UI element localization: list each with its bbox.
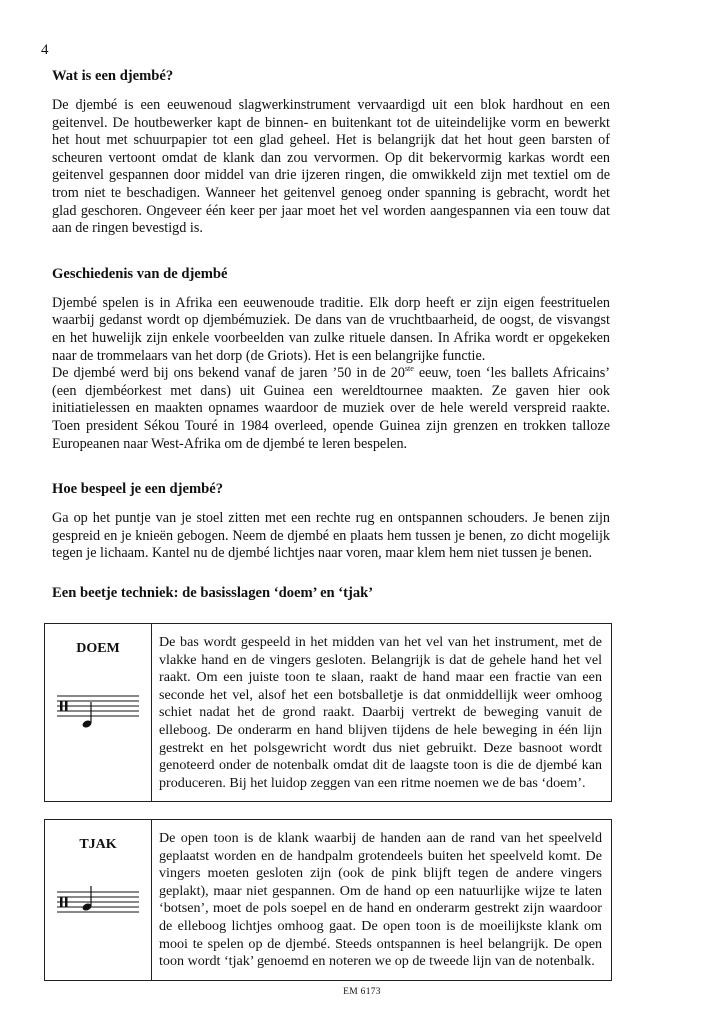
technique-box-tjak: [44, 819, 612, 981]
paragraph-geschiedenis-2: [52, 365, 610, 453]
notation-doem-icon: [57, 690, 139, 730]
technique-box-doem: [44, 623, 612, 802]
notation-tjak-icon: [57, 886, 139, 926]
technique-text-tjak: De open toon is de klank waarbij de handen aan de rand van het speelveld geplaatst worden en de handpalm grotendeels buiten het speelveld komt. De vingers moeten gesloten zijn (ook de pink blijft tegen de andere vingers geplakt), maar niet gespannen. Om de hand op een natuurlijke wijze te laten ‘botsen’, moet de pols soepel en de hand en onderarm gestrekt zijn waardoor de elleboog lichtjes omhoog gaat. De open toon is de moeilijkste klank om mooi te spelen op de djembé. Steeds ontspannen is heel belangrijk. De open toon wordt ‘tjak’ genoemd en noteren we op de tweede lijn van de notenbalk.: [159, 830, 602, 970]
page-number: 4: [41, 42, 49, 58]
superscript-ste: ste: [404, 364, 414, 374]
section-heading-hoe-bespeel: Hoe bespeel je een djembé?: [52, 481, 224, 498]
paragraph-geschiedenis-2-start: De djembé werd bij ons bekend vanaf de jaren ’50 in de 20: [52, 365, 405, 382]
section-heading-geschiedenis: Geschiedenis van de djembé: [52, 265, 228, 282]
paragraph-geschiedenis-1: Djembé spelen is in Afrika een eeuwenoude traditie. Elk dorp heeft er zijn eigen feestrituelen waarbij gedanst wordt op djembémuziek. De dans van de vruchtbaarheid, de oogst, de visvangst en het huwelijk zijn enkele voorbeelden van zulke rituele dansen. In Afrika wordt er opgekeken naar de trommelaars van het dorp (de Griots). Het is een belangrijke functie.: [52, 294, 610, 364]
paragraph-hoe-bespeel: Ga op het puntje van je stoel zitten met een rechte rug en ontspannen schouders. Je benen zijn gespreid en je knieën gebogen. Neem de djembé en plaats hem tussen je benen, zo dicht mogelijk tegen je lichaam. Kantel nu de djembé lichtjes naar voren, maar klem hem niet tussen je benen.: [52, 510, 610, 562]
paragraph-geschiedenis-2-end: eeuw, toen ‘les ballets Africains’ (een djembéorkest met dans) uit Guinea een wereldtournee maakten. Ze gaven hier ook initiatielessen en maakten opnames waardoor de muziek over de hele wereld verspreid raakte. Toen president Sékou Touré in 1984 overleed, opende Guinea zijn grenzen en trokken talloze Europeanen naar West-Afrika om de djembé te leren bespelen.: [52, 365, 610, 452]
section-heading-techniek: Een beetje techniek: de basisslagen ‘doem’ en ‘tjak’: [52, 584, 374, 601]
section-heading-wat-is: Wat is een djembé?: [52, 68, 174, 84]
technique-label-doem: DOEM: [76, 641, 120, 656]
footer-code: EM 6173: [343, 987, 381, 997]
technique-label-tjak: TJAK: [79, 837, 117, 852]
technique-text-cell: [152, 624, 611, 801]
technique-text-doem: De bas wordt gespeeld in het midden van het vel van het instrument, met de vlakke hand en de vingers gesloten. Belangrijk is dat de gehele hand het vel raakt. Om een juiste toon te slaan, raakt de hand maar een fractie van een seconde het vel, alsof het een botsballetje is dat onmiddellijk weer omhoog schiet nadat het de grond raakt. Daarbij vertrekt de beweging vanuit de elleboog. De onderarm en hand blijven tijdens de hele beweging in één lijn gestrekt en het polsgewricht wordt dus niet gebruikt. Deze basnoot wordt genoteerd onder de notenbalk omdat dit de laagste toon is die de djembé kan produceren. Bij het luidop zeggen van een ritme noemen we de bas ‘doem’.: [159, 634, 602, 791]
technique-label-cell: [45, 820, 152, 980]
paragraph-wat-is: De djembé is een eeuwenoud slagwerkinstrument vervaardigd uit een blok hardhout en een geitenvel. De houtbewerker kapt de binnen- en buitenkant tot de uiteindelijke vorm en bewerkt het hout met schuurpapier tot een glad geheel. Het is belangrijk dat het hout geen barsten of scheuren vertoont omdat de klank dan zou vervormen. Op dit bekervormig karkas wordt een geitenvel gespannen door middel van drie ijzeren ringen, die omwikkeld zijn met textiel om de trom niet te beschadigen. Wanneer het geitenvel genoeg onder spanning is gebracht, wordt het glad geschoren. Ongeveer één keer per jaar moet het vel worden aangespannen via een touw dat aan de ringen bevestigd is.: [52, 97, 610, 237]
page-content: [52, 66, 610, 603]
technique-label-cell: [45, 624, 152, 801]
technique-text-cell: [152, 820, 611, 980]
